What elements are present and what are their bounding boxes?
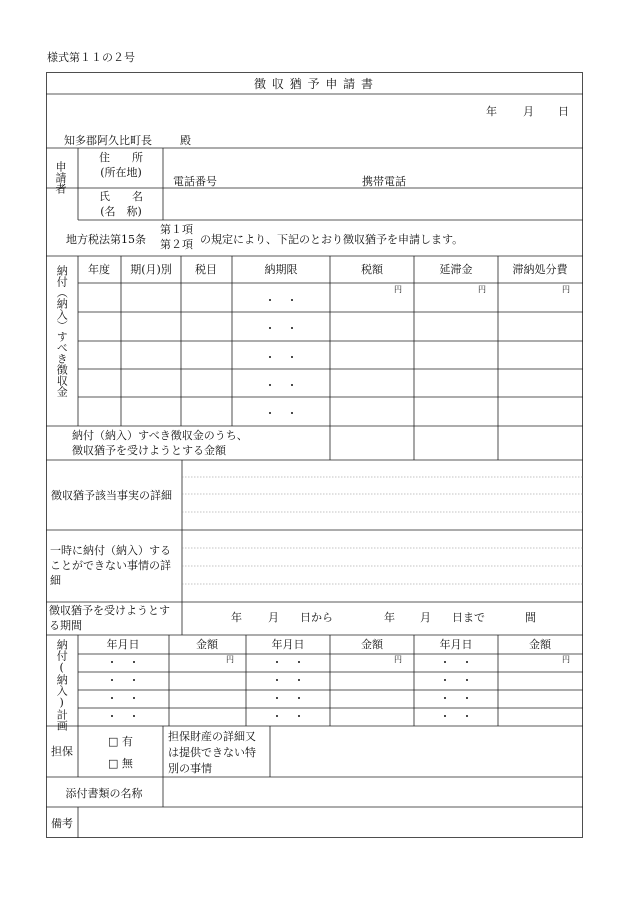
plan-date-placeholder: ・ ・ (106, 656, 140, 669)
plan-side-label: 納付(納入)計画 (55, 639, 69, 731)
due-date-placeholder: ・ ・ (264, 322, 298, 335)
date-day-label: 日 (558, 105, 569, 118)
header-due-date: 納期限 (264, 263, 298, 276)
yen-tax: 円 (394, 285, 402, 294)
period-label-line-2: る期間 (49, 619, 82, 632)
header-period: 期(月)別 (130, 263, 172, 276)
period-month-label: 月 (268, 611, 279, 624)
collateral-label: 担保 (51, 745, 73, 758)
application-form (46, 72, 583, 838)
phone-label: 電話番号 (173, 175, 217, 188)
address-label: 住 所 (99, 151, 143, 164)
statement-item-2: 第２項 (160, 238, 193, 251)
plan-date-placeholder: ・ ・ (271, 692, 305, 705)
details-label: 徴収猶予該当事実の詳細 (51, 489, 172, 502)
period-year2-label: 年 (384, 611, 395, 624)
due-date-placeholder: ・ ・ (264, 407, 298, 420)
form-number: 様式第１１の２号 (47, 51, 135, 64)
form-title: 徴 収 猶 予 申 請 書 (254, 77, 374, 91)
header-late-fee: 延滞金 (439, 263, 473, 276)
period-month2-label: 月 (420, 611, 431, 624)
plan-yen-2: 円 (394, 655, 402, 664)
yen-disposition: 円 (562, 285, 570, 294)
plan-date-placeholder: ・ ・ (271, 710, 305, 723)
date-year-label: 年 (486, 105, 497, 118)
plan-date-placeholder: ・ ・ (439, 674, 473, 687)
reason-label-line-1: 一時に納付（納入）する (50, 544, 171, 557)
period-year-label: 年 (231, 611, 242, 624)
address-sublabel: (所在地) (100, 166, 142, 179)
plan-date-placeholder: ・ ・ (439, 710, 473, 723)
period-label-line-1: 徴収猶予を受けようとす (49, 604, 170, 617)
due-date-placeholder: ・ ・ (264, 294, 298, 307)
collateral-detail-line-2: は提供できない特 (168, 746, 256, 759)
header-tax-item: 税目 (195, 263, 217, 276)
date-month-label: 月 (523, 105, 534, 118)
remarks-label: 備考 (51, 817, 73, 830)
plan-date-placeholder: ・ ・ (439, 656, 473, 669)
plan-yen-1: 円 (226, 655, 234, 664)
plan-header-amount-2: 金額 (361, 638, 383, 651)
summary-line-2: 徴収猶予を受けようとする金額 (72, 444, 226, 457)
due-date-placeholder: ・ ・ (264, 351, 298, 364)
collateral-detail-line-3: 別の事情 (168, 762, 212, 775)
applicant-section-label: 申請者 (54, 161, 67, 194)
plan-date-placeholder: ・ ・ (271, 656, 305, 669)
plan-header-date-1: 年月日 (106, 638, 140, 651)
name-label: 氏 名 (99, 190, 143, 203)
collateral-detail-line-1: 担保財産の詳細又 (168, 730, 256, 743)
period-duration-label: 間 (525, 611, 536, 624)
reason-label-line-3: 細 (50, 574, 61, 587)
header-fiscal-year: 年度 (88, 263, 110, 276)
reason-label-line-2: ことができない事情の詳 (50, 559, 171, 572)
statement-item-1: 第１項 (160, 223, 193, 236)
honorific: 殿 (180, 134, 191, 147)
statement-suffix: の規定により、下記のとおり徴収猶予を申請します。 (200, 233, 464, 246)
attachments-label: 添付書類の名称 (65, 787, 143, 800)
header-disposition-cost: 滞納処分費 (512, 263, 568, 276)
plan-date-placeholder: ・ ・ (271, 674, 305, 687)
name-sublabel: (名 称) (100, 205, 142, 218)
plan-header-date-3: 年月日 (439, 638, 473, 651)
summary-line-1: 納付（納入）すべき徴収金のうち、 (72, 429, 248, 442)
period-from-label: 日から (300, 611, 333, 624)
due-date-placeholder: ・ ・ (264, 379, 298, 392)
header-tax-amount: 税額 (361, 263, 383, 276)
plan-header-amount-1: 金額 (196, 638, 218, 651)
plan-date-placeholder: ・ ・ (106, 710, 140, 723)
collateral-yes-checkbox[interactable]: □ 有 (108, 735, 133, 748)
addressee: 知多郡阿久比町長 (64, 134, 152, 147)
plan-date-placeholder: ・ ・ (106, 674, 140, 687)
yen-late-fee: 円 (478, 285, 486, 294)
plan-header-date-2: 年月日 (271, 638, 305, 651)
plan-header-amount-3: 金額 (529, 638, 551, 651)
plan-date-placeholder: ・ ・ (106, 692, 140, 705)
payment-side-label: 納付（納入）すべき徴収金 (55, 265, 69, 397)
plan-date-placeholder: ・ ・ (439, 692, 473, 705)
period-until-label: 日まで (452, 611, 485, 624)
mobile-label: 携帯電話 (362, 175, 406, 188)
plan-yen-3: 円 (562, 655, 570, 664)
collateral-no-checkbox[interactable]: □ 無 (108, 757, 133, 770)
statement-prefix: 地方税法第15条 (66, 233, 146, 246)
